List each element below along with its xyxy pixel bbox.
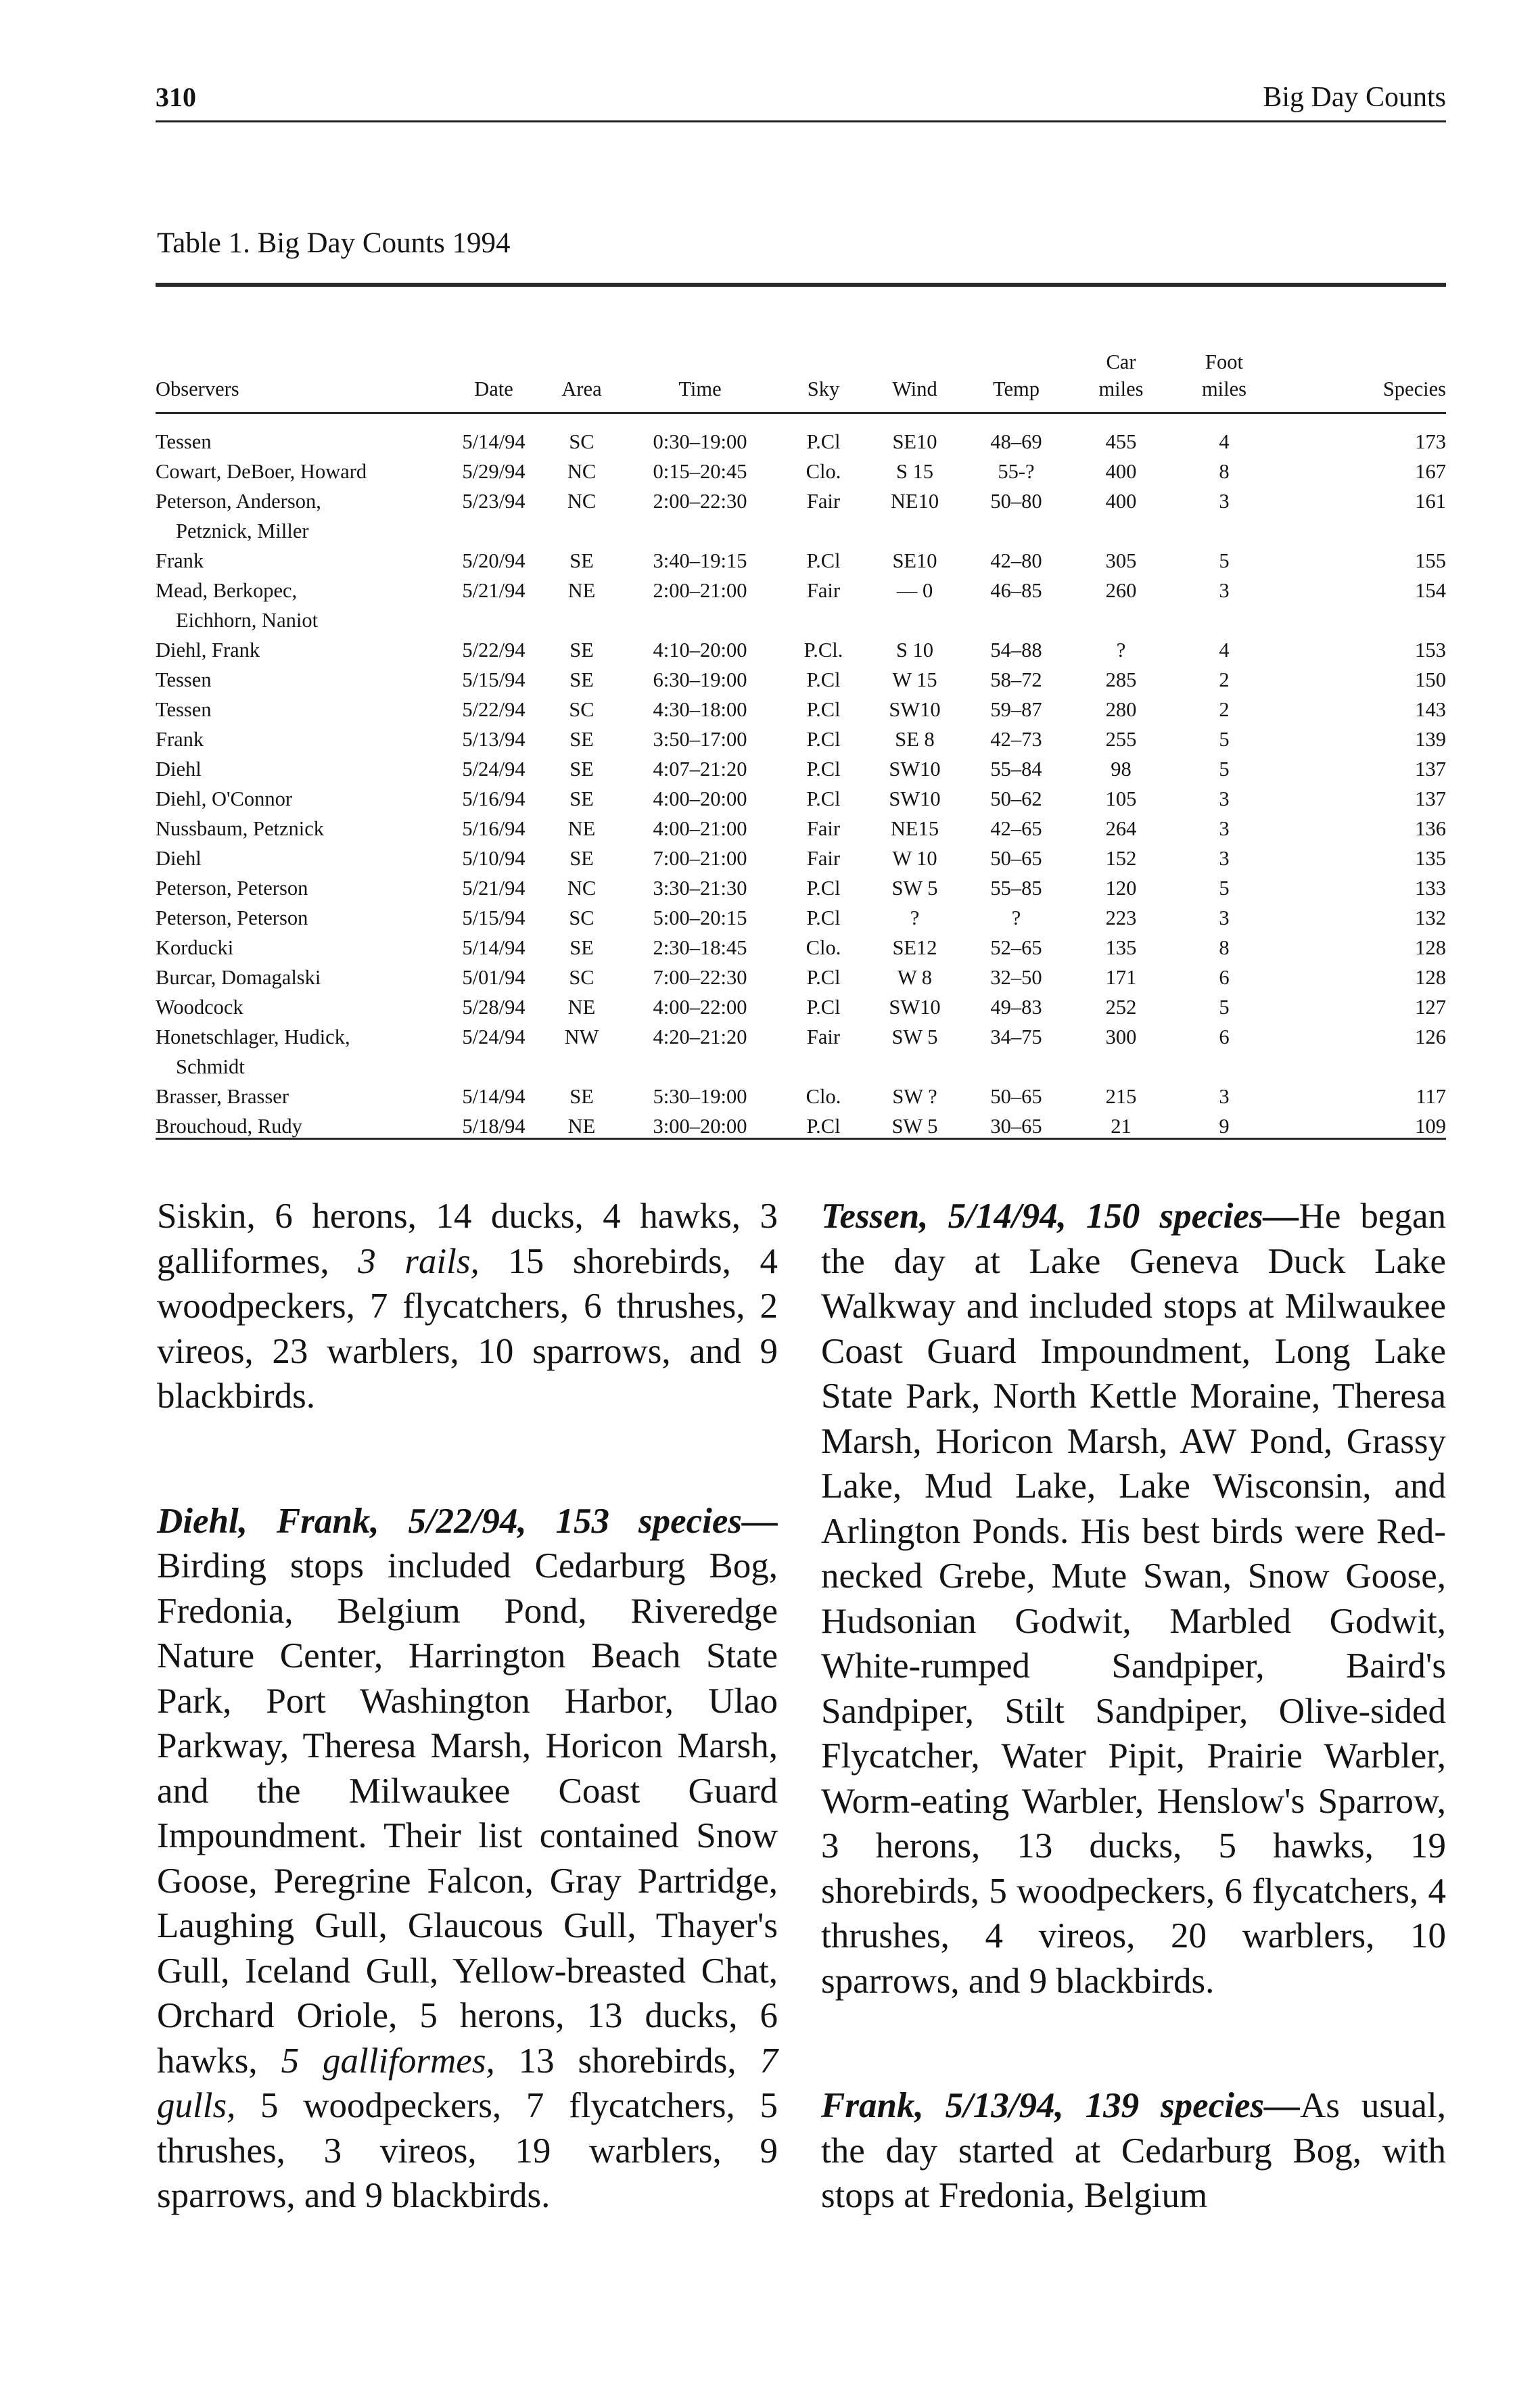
cell-area: NE bbox=[567, 1115, 596, 1138]
cell-observers bbox=[156, 486, 443, 546]
cell-temp: 50–65 bbox=[990, 1085, 1042, 1108]
cell-wind: SW10 bbox=[889, 996, 941, 1019]
entry-heading-diehl-frank: Diehl, Frank, 5/22/94, 153 species— bbox=[157, 1501, 778, 1541]
cell-foot: 5 bbox=[1219, 877, 1230, 900]
cell-sky: P.Cl bbox=[806, 728, 841, 751]
cell-date: 5/13/94 bbox=[462, 728, 526, 751]
observers-line1: Diehl bbox=[156, 758, 202, 781]
left-column bbox=[157, 1194, 778, 2219]
cell-wind: W 8 bbox=[897, 966, 933, 989]
cell-date: 5/14/94 bbox=[462, 936, 526, 959]
cell-foot: 5 bbox=[1219, 728, 1230, 751]
col-car-miles-line1: Car bbox=[1106, 350, 1136, 373]
cell-species: 128 bbox=[1415, 966, 1446, 989]
col-observers: Observers bbox=[156, 377, 239, 400]
cell-time: 4:07–21:20 bbox=[653, 758, 747, 781]
cell-species: 128 bbox=[1415, 936, 1446, 959]
cell-time: 6:30–19:00 bbox=[653, 668, 747, 691]
cell-car: 135 bbox=[1105, 936, 1137, 959]
cell-observers bbox=[156, 1022, 443, 1082]
cell-species: 150 bbox=[1415, 668, 1446, 691]
cell-car: 105 bbox=[1105, 787, 1137, 810]
table-row bbox=[156, 486, 1446, 546]
cell-area: NW bbox=[564, 1025, 599, 1048]
cell-species: 143 bbox=[1415, 698, 1446, 721]
cell-time: 3:30–21:30 bbox=[653, 877, 747, 900]
observers-line1: Tessen bbox=[156, 698, 212, 721]
cell-area: SC bbox=[569, 430, 595, 453]
cell-area: SC bbox=[569, 698, 595, 721]
table-caption: Table 1. Big Day Counts 1994 bbox=[157, 227, 511, 259]
cell-observers bbox=[156, 963, 443, 992]
observers-line1: Honetschlager, Hudick, bbox=[156, 1025, 350, 1048]
cell-wind: SE 8 bbox=[895, 728, 935, 751]
cell-area: NC bbox=[567, 490, 597, 513]
table-header-row bbox=[156, 321, 1446, 412]
col-car-miles-line2: miles bbox=[1098, 377, 1144, 400]
cell-foot: 3 bbox=[1219, 817, 1230, 840]
cell-temp: 54–88 bbox=[990, 639, 1042, 662]
cell-temp: 58–72 bbox=[990, 668, 1042, 691]
cell-temp: 50–62 bbox=[990, 787, 1042, 810]
cell-sky: Fair bbox=[806, 817, 841, 840]
col-area: Area bbox=[561, 377, 602, 400]
cell-foot: 3 bbox=[1219, 579, 1230, 602]
cell-date: 5/16/94 bbox=[462, 817, 526, 840]
cell-temp: 32–50 bbox=[990, 966, 1042, 989]
running-head: Big Day Counts bbox=[1263, 82, 1446, 113]
cell-temp: 46–85 bbox=[990, 579, 1042, 602]
cell-car: 152 bbox=[1105, 847, 1137, 870]
observers-line1: Tessen bbox=[156, 668, 212, 691]
cell-time: 2:00–22:30 bbox=[653, 490, 747, 513]
cell-temp: 42–73 bbox=[990, 728, 1042, 751]
cell-temp: 59–87 bbox=[990, 698, 1042, 721]
cell-time: 0:15–20:45 bbox=[653, 460, 747, 483]
cell-observers bbox=[156, 665, 443, 695]
observers-line1: Frank bbox=[156, 728, 204, 751]
table-row bbox=[156, 992, 1446, 1022]
cell-area: NE bbox=[567, 579, 596, 602]
cell-foot: 5 bbox=[1219, 549, 1230, 572]
cell-area: SE bbox=[569, 639, 594, 662]
cell-observers bbox=[156, 903, 443, 933]
cell-wind: NE15 bbox=[890, 817, 939, 840]
left-p1-text-c: 15 shorebirds, 4 woodpeckers, 7 flycatchers, 6 thrushes, 2 vireos, 23 warblers, 10 sparrows, and 9 blackbirds. bbox=[157, 1241, 778, 1416]
left-p2-italic-gulls: 7 gulls, bbox=[157, 2041, 778, 2125]
cell-time: 4:00–20:00 bbox=[653, 787, 747, 810]
cell-car: 255 bbox=[1105, 728, 1137, 751]
cell-area: SE bbox=[569, 787, 594, 810]
cell-time: 5:00–20:15 bbox=[653, 906, 747, 929]
left-p1-text-a: Siskin, 6 herons, 14 ducks, 4 hawks, 3 galliformes, bbox=[157, 1197, 778, 1281]
cell-wind: SW 5 bbox=[891, 877, 938, 900]
cell-car: 252 bbox=[1105, 996, 1137, 1019]
cell-car: 280 bbox=[1105, 698, 1137, 721]
cell-sky: P.Cl bbox=[806, 996, 841, 1019]
cell-area: SE bbox=[569, 1085, 594, 1108]
table-row bbox=[156, 546, 1446, 576]
cell-temp: 42–65 bbox=[990, 817, 1042, 840]
col-foot-miles-line1: Foot bbox=[1205, 350, 1243, 373]
cell-temp: 34–75 bbox=[990, 1025, 1042, 1048]
cell-time: 3:40–19:15 bbox=[653, 549, 747, 572]
cell-observers bbox=[156, 784, 443, 814]
observers-line1: Burcar, Domagalski bbox=[156, 966, 321, 989]
cell-date: 5/24/94 bbox=[462, 758, 526, 781]
cell-time: 3:00–20:00 bbox=[653, 1115, 747, 1138]
cell-time: 0:30–19:00 bbox=[653, 430, 747, 453]
cell-sky: P.Cl bbox=[806, 668, 841, 691]
cell-time: 4:30–18:00 bbox=[653, 698, 747, 721]
observers-line2: Petznick, Miller bbox=[176, 519, 309, 542]
cell-temp: 55-? bbox=[998, 460, 1035, 483]
cell-area: SC bbox=[569, 966, 595, 989]
cell-observers bbox=[156, 412, 443, 457]
cell-species: 137 bbox=[1415, 787, 1446, 810]
cell-sky: Clo. bbox=[806, 1085, 841, 1108]
cell-wind: — 0 bbox=[896, 579, 933, 602]
observers-line1: Nussbaum, Petznick bbox=[156, 817, 325, 840]
cell-species: 154 bbox=[1415, 579, 1446, 602]
cell-time: 2:00–21:00 bbox=[653, 579, 747, 602]
cell-date: 5/28/94 bbox=[462, 996, 526, 1019]
cell-foot: 8 bbox=[1219, 936, 1230, 959]
cell-wind: SW ? bbox=[892, 1085, 937, 1108]
observers-line1: Peterson, Anderson, bbox=[156, 490, 321, 513]
right-p1-body: He began the day at Lake Geneva Duck Lake Walkway and included stops at Milwaukee Coast Guard Impoundment, Long Lake State Park, North Kettle Moraine, Theresa Marsh, Horicon Marsh, AW Pond, Grassy Lake, Mud Lake, Lake Wisconsin, and Arlington Ponds. His best birds were Red-necked Grebe, Mute Swan, Snow Goose, Hudsonian Godwit, Marbled Godwit, White-rumped Sandpiper, Baird's Sandpiper, Stilt Sandpiper, Olive-sided Flycatcher, Water Pipit, Prairie Warbler, Worm-eating Warbler, Henslow's Sparrow, 3 herons, 13 ducks, 5 hawks, 19 shorebirds, 5 woodpeckers, 6 flycatchers, 4 thrushes, 4 vireos, 20 warblers, 10 sparrows, and 9 blackbirds. bbox=[821, 1197, 1446, 2001]
right-paragraph-1 bbox=[821, 1194, 1446, 2004]
table-row bbox=[156, 754, 1446, 784]
cell-time: 4:20–21:20 bbox=[653, 1025, 747, 1048]
cell-observers bbox=[156, 754, 443, 784]
cell-sky: P.Cl bbox=[806, 787, 841, 810]
cell-temp: 50–80 bbox=[990, 490, 1042, 513]
cell-foot: 9 bbox=[1219, 1115, 1230, 1138]
cell-wind: SW10 bbox=[889, 758, 941, 781]
cell-area: SE bbox=[569, 936, 594, 959]
cell-wind: SW 5 bbox=[891, 1025, 938, 1048]
cell-date: 5/15/94 bbox=[462, 906, 526, 929]
cell-wind: S 15 bbox=[895, 460, 934, 483]
cell-foot: 5 bbox=[1219, 996, 1230, 1019]
cell-temp: 49–83 bbox=[990, 996, 1042, 1019]
cell-observers bbox=[156, 546, 443, 576]
observers-line1: Peterson, Peterson bbox=[156, 906, 308, 929]
cell-time: 4:10–20:00 bbox=[653, 639, 747, 662]
cell-area: SC bbox=[569, 906, 595, 929]
cell-species: 126 bbox=[1415, 1025, 1446, 1048]
cell-species: 117 bbox=[1416, 1085, 1446, 1108]
cell-car: 171 bbox=[1105, 966, 1137, 989]
cell-sky: P.Cl. bbox=[803, 639, 843, 662]
cell-species: 136 bbox=[1415, 817, 1446, 840]
cell-foot: 4 bbox=[1219, 430, 1230, 453]
col-temp: Temp bbox=[992, 377, 1040, 400]
cell-wind: S 10 bbox=[895, 639, 934, 662]
cell-date: 5/10/94 bbox=[462, 847, 526, 870]
cell-observers bbox=[156, 814, 443, 843]
cell-time: 5:30–19:00 bbox=[653, 1085, 747, 1108]
cell-date: 5/14/94 bbox=[462, 1085, 526, 1108]
cell-species: 173 bbox=[1415, 430, 1446, 453]
cell-area: SE bbox=[569, 549, 594, 572]
col-foot-miles bbox=[1173, 321, 1275, 412]
col-date: Date bbox=[474, 377, 513, 400]
cell-sky: P.Cl bbox=[806, 430, 841, 453]
header-rule bbox=[156, 120, 1446, 122]
cell-species: 167 bbox=[1415, 460, 1446, 483]
cell-observers bbox=[156, 635, 443, 665]
cell-date: 5/23/94 bbox=[462, 490, 526, 513]
cell-observers bbox=[156, 576, 443, 635]
cell-temp: 52–65 bbox=[990, 936, 1042, 959]
cell-observers bbox=[156, 843, 443, 873]
table-row bbox=[156, 1082, 1446, 1111]
table-row bbox=[156, 843, 1446, 873]
cell-area: NC bbox=[567, 460, 597, 483]
table-row bbox=[156, 1111, 1446, 1141]
cell-sky: P.Cl bbox=[806, 966, 841, 989]
cell-car: 223 bbox=[1105, 906, 1137, 929]
observers-line1: Peterson, Peterson bbox=[156, 877, 308, 900]
cell-car: 98 bbox=[1111, 758, 1132, 781]
cell-car: 215 bbox=[1105, 1085, 1137, 1108]
cell-foot: 6 bbox=[1219, 966, 1230, 989]
cell-foot: 5 bbox=[1219, 758, 1230, 781]
cell-temp: 55–85 bbox=[990, 877, 1042, 900]
page-number: 310 bbox=[156, 82, 196, 112]
left-p2-text-c: 13 shorebirds, bbox=[494, 2041, 760, 2081]
observers-line1: Brouchoud, Rudy bbox=[156, 1115, 302, 1138]
cell-area: SE bbox=[569, 847, 594, 870]
cell-date: 5/18/94 bbox=[462, 1115, 526, 1138]
table-row bbox=[156, 412, 1446, 457]
cell-observers bbox=[156, 695, 443, 724]
cell-observers bbox=[156, 1082, 443, 1111]
observers-line1: Tessen bbox=[156, 430, 212, 453]
left-paragraph-1 bbox=[157, 1194, 778, 1419]
table-body bbox=[156, 412, 1446, 1141]
cell-temp: ? bbox=[1011, 906, 1021, 929]
entry-heading-frank: Frank, 5/13/94, 139 species— bbox=[821, 2086, 1301, 2125]
cell-sky: Fair bbox=[806, 490, 841, 513]
table-row bbox=[156, 635, 1446, 665]
cell-wind: SE10 bbox=[892, 549, 937, 572]
cell-wind: SE12 bbox=[892, 936, 937, 959]
cell-foot: 3 bbox=[1219, 847, 1230, 870]
right-column bbox=[821, 1194, 1446, 2219]
observers-line1: Korducki bbox=[156, 936, 234, 959]
cell-date: 5/24/94 bbox=[462, 1025, 526, 1048]
table-row bbox=[156, 903, 1446, 933]
cell-species: 161 bbox=[1415, 490, 1446, 513]
page-header bbox=[156, 74, 1446, 115]
cell-time: 7:00–22:30 bbox=[653, 966, 747, 989]
cell-species: 135 bbox=[1415, 847, 1446, 870]
cell-date: 5/15/94 bbox=[462, 668, 526, 691]
cell-species: 132 bbox=[1415, 906, 1446, 929]
cell-observers bbox=[156, 992, 443, 1022]
cell-area: SE bbox=[569, 728, 594, 751]
observers-line1: Mead, Berkopec, bbox=[156, 579, 298, 602]
table-row bbox=[156, 695, 1446, 724]
col-car-miles bbox=[1069, 321, 1173, 412]
right-paragraph-2 bbox=[821, 2083, 1446, 2219]
cell-date: 5/29/94 bbox=[462, 460, 526, 483]
cell-species: 139 bbox=[1415, 728, 1446, 751]
left-paragraph-2 bbox=[157, 1499, 778, 2219]
cell-species: 109 bbox=[1415, 1115, 1446, 1138]
table-row bbox=[156, 724, 1446, 754]
cell-foot: 2 bbox=[1219, 668, 1230, 691]
cell-time: 7:00–21:00 bbox=[653, 847, 747, 870]
cell-area: SE bbox=[569, 668, 594, 691]
cell-sky: P.Cl bbox=[806, 758, 841, 781]
col-wind: Wind bbox=[892, 377, 937, 400]
cell-area: NE bbox=[567, 817, 596, 840]
cell-temp: 42–80 bbox=[990, 549, 1042, 572]
cell-car: 305 bbox=[1105, 549, 1137, 572]
cell-car: 285 bbox=[1105, 668, 1137, 691]
cell-wind: SE10 bbox=[892, 430, 937, 453]
cell-wind: SW 5 bbox=[891, 1115, 938, 1138]
cell-area: SE bbox=[569, 758, 594, 781]
cell-foot: 3 bbox=[1219, 490, 1230, 513]
observers-line1: Brasser, Brasser bbox=[156, 1085, 289, 1108]
cell-time: 2:30–18:45 bbox=[653, 936, 747, 959]
cell-wind: SW10 bbox=[889, 698, 941, 721]
table-row bbox=[156, 814, 1446, 843]
left-p2-text-a: Birding stops included Cedarburg Bog, Fredonia, Belgium Pond, Riveredge Nature Center, Harrington Beach State Park, Port Washington Harbor, Ulao Parkway, Theresa Marsh, Horicon Marsh, and the Milwaukee Coast Guard Impoundment. Their list contained Snow Goose, Peregrine Falcon, Gray Partridge, Laughing Gull, Glaucous Gull, Thayer's Gull, Iceland Gull, Yellow-breasted Chat, Orchard Oriole, 5 herons, 13 ducks, 6 hawks, bbox=[157, 1546, 778, 2081]
cell-car: 455 bbox=[1105, 430, 1137, 453]
cell-sky: Clo. bbox=[806, 460, 841, 483]
cell-foot: 3 bbox=[1219, 1085, 1230, 1108]
cell-foot: 8 bbox=[1219, 460, 1230, 483]
cell-date: 5/01/94 bbox=[462, 966, 526, 989]
col-time: Time bbox=[678, 377, 722, 400]
table-row bbox=[156, 576, 1446, 635]
cell-foot: 3 bbox=[1219, 906, 1230, 929]
table-row bbox=[156, 665, 1446, 695]
cell-sky: Fair bbox=[806, 1025, 841, 1048]
observers-line2: Eichhorn, Naniot bbox=[176, 609, 319, 632]
cell-species: 155 bbox=[1415, 549, 1446, 572]
entry-heading-tessen: Tessen, 5/14/94, 150 species— bbox=[821, 1197, 1299, 1236]
cell-sky: Fair bbox=[806, 847, 841, 870]
observers-line2: Schmidt bbox=[176, 1055, 245, 1078]
col-foot-miles-line2: miles bbox=[1201, 377, 1247, 400]
cell-species: 127 bbox=[1415, 996, 1446, 1019]
cell-date: 5/21/94 bbox=[462, 877, 526, 900]
table-row bbox=[156, 873, 1446, 903]
table-bottom-rule bbox=[156, 1138, 1446, 1140]
cell-sky: P.Cl bbox=[806, 877, 841, 900]
cell-car: 400 bbox=[1105, 460, 1137, 483]
cell-date: 5/21/94 bbox=[462, 579, 526, 602]
observers-line1: Diehl, Frank bbox=[156, 639, 260, 662]
cell-wind: W 10 bbox=[892, 847, 937, 870]
cell-sky: P.Cl bbox=[806, 549, 841, 572]
cell-car: 21 bbox=[1111, 1115, 1132, 1138]
cell-time: 4:00–21:00 bbox=[653, 817, 747, 840]
cell-species: 137 bbox=[1415, 758, 1446, 781]
cell-time: 3:50–17:00 bbox=[653, 728, 747, 751]
cell-car: 300 bbox=[1105, 1025, 1137, 1048]
table-row bbox=[156, 457, 1446, 486]
cell-wind: W 15 bbox=[892, 668, 937, 691]
cell-observers bbox=[156, 933, 443, 963]
col-sky: Sky bbox=[807, 377, 840, 400]
cell-sky: Clo. bbox=[806, 936, 841, 959]
table-row bbox=[156, 933, 1446, 963]
cell-area: NE bbox=[567, 996, 596, 1019]
cell-temp: 55–84 bbox=[990, 758, 1042, 781]
observers-line1: Diehl bbox=[156, 847, 202, 870]
right-p2-body: As usual, the day started at Cedarburg Bog, with stops at Fredonia, Belgium bbox=[821, 2086, 1446, 2215]
cell-temp: 30–65 bbox=[990, 1115, 1042, 1138]
cell-foot: 4 bbox=[1219, 639, 1230, 662]
cell-observers bbox=[156, 1111, 443, 1141]
table-top-rule bbox=[156, 283, 1446, 287]
cell-foot: 3 bbox=[1219, 787, 1230, 810]
cell-species: 133 bbox=[1415, 877, 1446, 900]
table-row bbox=[156, 784, 1446, 814]
cell-car: 400 bbox=[1105, 490, 1137, 513]
cell-foot: 2 bbox=[1219, 698, 1230, 721]
left-p2-text-e: 5 woodpeckers, 7 flycatchers, 5 thrushes, 3 vireos, 19 warblers, 9 sparrows, and 9 blackbirds. bbox=[157, 2086, 778, 2215]
col-species: Species bbox=[1382, 377, 1446, 400]
cell-sky: Fair bbox=[806, 579, 841, 602]
table-row bbox=[156, 1022, 1446, 1082]
cell-wind: NE10 bbox=[890, 490, 939, 513]
cell-date: 5/20/94 bbox=[462, 549, 526, 572]
observers-line1: Frank bbox=[156, 549, 204, 572]
left-p1-italic: 3 rails, bbox=[358, 1241, 480, 1281]
cell-foot: 6 bbox=[1219, 1025, 1230, 1048]
cell-date: 5/22/94 bbox=[462, 639, 526, 662]
cell-time: 4:00–22:00 bbox=[653, 996, 747, 1019]
cell-car: 120 bbox=[1105, 877, 1137, 900]
cell-wind: ? bbox=[910, 906, 920, 929]
cell-car: 260 bbox=[1105, 579, 1137, 602]
cell-temp: 48–69 bbox=[990, 430, 1042, 453]
observers-line1: Woodcock bbox=[156, 996, 243, 1019]
cell-date: 5/22/94 bbox=[462, 698, 526, 721]
table-row bbox=[156, 963, 1446, 992]
big-day-table bbox=[156, 321, 1446, 1141]
table-header-rule bbox=[156, 412, 1446, 414]
cell-sky: P.Cl bbox=[806, 1115, 841, 1138]
cell-observers bbox=[156, 873, 443, 903]
cell-temp: 50–65 bbox=[990, 847, 1042, 870]
cell-species: 153 bbox=[1415, 639, 1446, 662]
cell-car: ? bbox=[1116, 639, 1126, 662]
left-p2-italic-galliformes: 5 galliformes, bbox=[281, 2041, 495, 2081]
cell-area: NC bbox=[567, 877, 597, 900]
observers-line1: Cowart, DeBoer, Howard bbox=[156, 460, 367, 483]
cell-observers bbox=[156, 457, 443, 486]
cell-sky: P.Cl bbox=[806, 698, 841, 721]
cell-date: 5/14/94 bbox=[462, 430, 526, 453]
cell-car: 264 bbox=[1105, 817, 1137, 840]
cell-sky: P.Cl bbox=[806, 906, 841, 929]
cell-wind: SW10 bbox=[889, 787, 941, 810]
cell-observers bbox=[156, 724, 443, 754]
cell-date: 5/16/94 bbox=[462, 787, 526, 810]
observers-line1: Diehl, O'Connor bbox=[156, 787, 293, 810]
